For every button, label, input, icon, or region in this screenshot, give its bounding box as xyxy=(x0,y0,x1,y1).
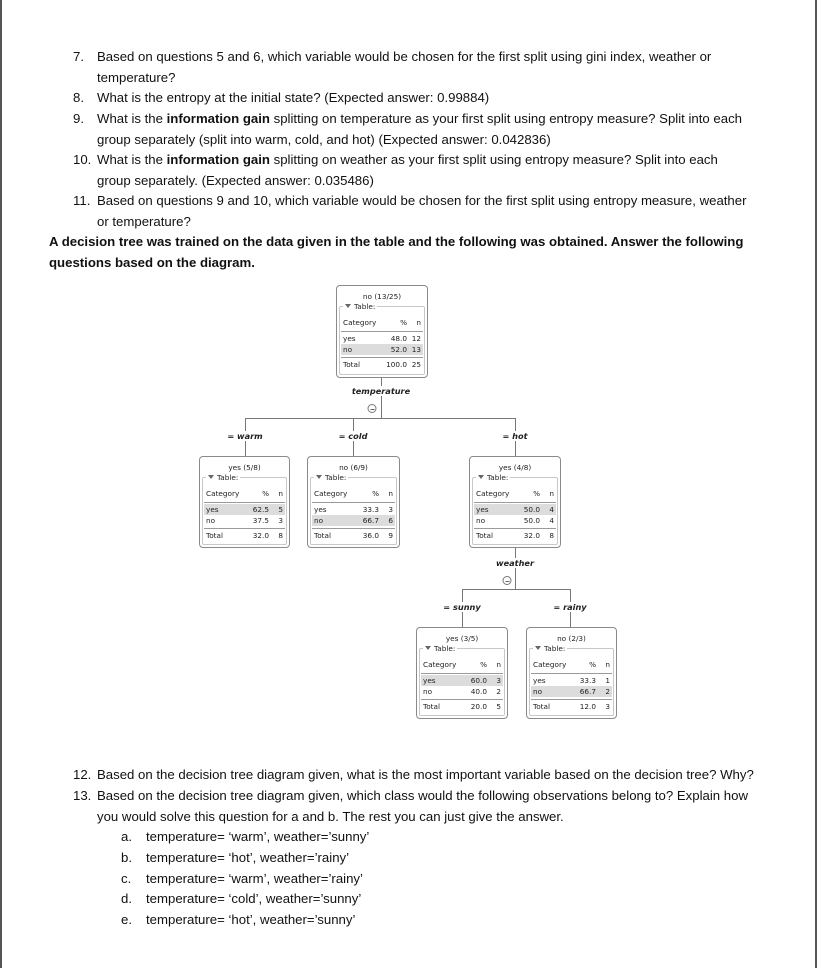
question-number: 10. xyxy=(73,152,92,167)
table-row xyxy=(531,675,612,686)
table-row xyxy=(312,515,395,526)
header-category: Category xyxy=(423,660,457,669)
header-pct: % xyxy=(533,489,540,498)
header-category: Category xyxy=(343,318,377,327)
table-header-row xyxy=(531,659,612,670)
divider xyxy=(421,673,503,674)
question-8 xyxy=(73,88,793,109)
cell-pct: 50.0 xyxy=(523,505,540,514)
cell-total-label: Total xyxy=(206,531,224,540)
divider xyxy=(531,699,612,700)
cell-total-label: Total xyxy=(343,360,361,369)
header-n: n xyxy=(496,660,501,669)
header-n: n xyxy=(605,660,610,669)
cell-n: 9 xyxy=(388,531,393,540)
cell-n: 6 xyxy=(388,516,393,525)
cell-category: yes xyxy=(423,676,436,685)
cell-n: 12 xyxy=(411,334,421,343)
cell-total-label: Total xyxy=(476,531,494,540)
table-row xyxy=(341,333,423,344)
header-pct: % xyxy=(480,660,487,669)
node-title: yes (4/8) xyxy=(498,463,532,472)
text-segment: What is the xyxy=(97,152,167,167)
table-label[interactable] xyxy=(476,473,510,482)
sub-item-letter: a. xyxy=(121,829,132,844)
table-header-row xyxy=(474,488,556,499)
edge-label-warm: = warm xyxy=(227,431,263,441)
cell-n: 1 xyxy=(605,676,610,685)
node-title: no (13/25) xyxy=(362,292,402,301)
tree-node-root[interactable] xyxy=(336,285,428,378)
node-title: no (2/3) xyxy=(557,634,586,643)
divider xyxy=(204,502,285,503)
table-row xyxy=(204,504,285,515)
cell-n: 8 xyxy=(278,531,283,540)
collapse-triangle-icon xyxy=(478,475,484,479)
sub-item-letter: e. xyxy=(121,912,132,927)
cell-pct: 100.0 xyxy=(386,360,407,369)
cell-n: 2 xyxy=(496,687,501,696)
table-header-row xyxy=(421,659,503,670)
question-number: 9. xyxy=(73,111,84,126)
cell-n: 2 xyxy=(605,687,610,696)
question-text: Based on questions 5 and 6, which variable would be chosen for the first split using gini index, weather or xyxy=(97,49,712,64)
cell-pct: 66.7 xyxy=(579,687,596,696)
cell-total-label: Total xyxy=(314,531,332,540)
divider xyxy=(204,528,285,529)
question-text: Based on questions 9 and 10, which variable would be chosen for the first split using entropy measure, weather xyxy=(97,193,747,208)
cell-category: no xyxy=(476,516,486,525)
table-label-text: Table: xyxy=(217,473,239,482)
divider xyxy=(474,502,556,503)
node-table xyxy=(310,473,397,545)
node-table xyxy=(339,302,425,375)
collapse-toggle-icon[interactable] xyxy=(368,404,377,413)
header-category: Category xyxy=(206,489,240,498)
collapse-toggle-icon[interactable] xyxy=(503,576,512,585)
node-table xyxy=(419,644,505,716)
node-title: yes (3/5) xyxy=(445,634,479,643)
table-row xyxy=(204,515,285,526)
cell-category: no xyxy=(533,687,543,696)
cell-pct: 60.0 xyxy=(470,676,487,685)
cell-n: 4 xyxy=(549,505,554,514)
connector xyxy=(381,378,382,418)
table-label-text: Table: xyxy=(434,644,456,653)
cell-category: yes xyxy=(533,676,546,685)
header-category: Category xyxy=(476,489,510,498)
cell-category: yes xyxy=(343,334,356,343)
table-row xyxy=(531,686,612,697)
collapse-triangle-icon xyxy=(316,475,322,479)
question-11 xyxy=(73,191,793,233)
question-number: 11. xyxy=(73,193,91,208)
split-variable-label: weather xyxy=(496,558,534,568)
collapse-triangle-icon xyxy=(425,646,431,650)
table-total-row xyxy=(531,701,612,712)
tree-node-hot[interactable] xyxy=(469,456,561,548)
split-variable-label: temperature xyxy=(351,386,411,396)
cell-category: no xyxy=(314,516,324,525)
cell-pct: 33.3 xyxy=(579,676,596,685)
question-number: 8. xyxy=(73,90,84,105)
table-label[interactable] xyxy=(206,473,240,482)
cell-n: 3 xyxy=(605,702,610,711)
table-total-row xyxy=(474,530,556,541)
question-12 xyxy=(73,765,813,786)
question-10 xyxy=(73,150,793,192)
sub-item-letter: c. xyxy=(121,871,132,886)
bold-term: information gain xyxy=(166,111,270,126)
question-text: Based on the decision tree diagram given, what is the most important variable based on the decision tree? Why? xyxy=(97,767,754,782)
sub-item-text: temperature= ‘warm’, weather=’rainy’ xyxy=(146,871,363,886)
sub-item-letter: b. xyxy=(121,850,132,865)
cell-pct: 12.0 xyxy=(579,702,596,711)
cell-category: yes xyxy=(476,505,489,514)
divider xyxy=(341,357,423,358)
node-table xyxy=(529,644,614,716)
cell-category: yes xyxy=(206,505,219,514)
table-label-text: Table: xyxy=(325,473,347,482)
question-text xyxy=(97,150,718,171)
header-category: Category xyxy=(533,660,567,669)
cell-pct: 62.5 xyxy=(252,505,269,514)
divider xyxy=(312,502,395,503)
table-label[interactable] xyxy=(314,473,348,482)
cell-n: 25 xyxy=(411,360,421,369)
table-total-row xyxy=(421,701,503,712)
question-7 xyxy=(73,47,793,89)
header-category: Category xyxy=(314,489,348,498)
cell-pct: 32.0 xyxy=(252,531,269,540)
text-segment: splitting on temperature as your first split using entropy measure? Split into each xyxy=(269,111,743,126)
divider xyxy=(341,331,423,332)
connector xyxy=(245,418,516,419)
node-title: no (6/9) xyxy=(339,463,368,472)
question-13 xyxy=(73,786,793,828)
cell-pct: 66.7 xyxy=(362,516,379,525)
cell-n: 8 xyxy=(549,531,554,540)
header-pct: % xyxy=(400,318,407,327)
sub-item-text: temperature= ‘hot’, weather=’rainy’ xyxy=(146,850,350,865)
cell-category: yes xyxy=(314,505,327,514)
table-row xyxy=(312,504,395,515)
divider xyxy=(312,528,395,529)
cell-n: 5 xyxy=(278,505,283,514)
header-n: n xyxy=(278,489,283,498)
collapse-triangle-icon xyxy=(345,304,351,308)
node-title: yes (5/8) xyxy=(228,463,261,472)
question-text xyxy=(97,109,742,130)
cell-n: 3 xyxy=(388,505,393,514)
table-row xyxy=(421,686,503,697)
cell-pct: 20.0 xyxy=(470,702,487,711)
text-segment: What is the xyxy=(97,111,167,126)
table-label-text: Table: xyxy=(487,473,509,482)
divider xyxy=(474,528,556,529)
cell-pct: 36.0 xyxy=(362,531,379,540)
node-table xyxy=(472,473,558,545)
table-label[interactable] xyxy=(423,644,457,653)
question-text: or temperature? xyxy=(97,213,191,229)
table-header-row xyxy=(312,488,395,499)
cell-pct: 52.0 xyxy=(390,345,407,354)
header-n: n xyxy=(416,318,421,327)
table-row xyxy=(341,344,423,355)
text-segment: splitting on weather as your first split using entropy measure? Split into each xyxy=(269,152,718,167)
node-table xyxy=(202,473,287,545)
sub-item-text: temperature= ‘cold’, weather=’sunny’ xyxy=(146,891,362,906)
question-text: temperature? xyxy=(97,69,176,85)
edge-label-rainy: = rainy xyxy=(553,602,587,612)
edge-label-sunny: = sunny xyxy=(443,602,481,612)
header-pct: % xyxy=(372,489,379,498)
edge-label-hot: = hot xyxy=(502,431,528,441)
bold-term: information gain xyxy=(166,152,270,167)
question-number: 7. xyxy=(73,49,84,64)
table-label-text: Table: xyxy=(354,302,376,311)
table-row xyxy=(474,504,556,515)
header-n: n xyxy=(549,489,554,498)
header-pct: % xyxy=(262,489,269,498)
collapse-triangle-icon xyxy=(535,646,541,650)
table-total-row xyxy=(341,359,423,370)
table-header-row xyxy=(204,488,285,499)
edge-label-cold: = cold xyxy=(338,431,368,441)
divider xyxy=(531,673,612,674)
header-n: n xyxy=(388,489,393,498)
intro-line-1: A decision tree was trained on the data given in the table and the following was obtained. Answer the following xyxy=(49,234,744,249)
cell-pct: 48.0 xyxy=(390,334,407,343)
table-row xyxy=(421,675,503,686)
table-total-row xyxy=(204,530,285,541)
intro-line-2: questions based on the diagram. xyxy=(49,255,255,270)
header-pct: % xyxy=(589,660,596,669)
question-number: 12. xyxy=(73,767,92,782)
cell-pct: 50.0 xyxy=(523,516,540,525)
cell-n: 3 xyxy=(278,516,283,525)
tree-node-sunny[interactable] xyxy=(416,627,508,719)
cell-category: no xyxy=(343,345,353,354)
cell-total-label: Total xyxy=(423,702,441,711)
question-text: group separately. (Expected answer: 0.035486) xyxy=(97,172,374,188)
sub-item-text: temperature= ‘warm’, weather=’sunny’ xyxy=(146,829,370,844)
cell-n: 3 xyxy=(496,676,501,685)
table-row xyxy=(474,515,556,526)
cell-pct: 33.3 xyxy=(362,505,379,514)
tree-node-rainy[interactable] xyxy=(526,627,617,719)
cell-category: no xyxy=(423,687,433,696)
question-text: you would solve this question for a and b. The rest you can just give the answer. xyxy=(97,808,564,824)
divider xyxy=(421,699,503,700)
sub-item-letter: d. xyxy=(121,891,132,906)
table-header-row xyxy=(341,317,423,328)
cell-pct: 32.0 xyxy=(523,531,540,540)
question-9 xyxy=(73,109,793,151)
cell-n: 13 xyxy=(411,345,421,354)
collapse-triangle-icon xyxy=(208,475,214,479)
tree-node-cold[interactable] xyxy=(307,456,400,548)
cell-category: no xyxy=(206,516,216,525)
sub-item-text: temperature= ‘hot’, weather=’sunny’ xyxy=(146,912,356,927)
connector xyxy=(515,548,516,589)
question-text: Based on the decision tree diagram given, which class would the following observations belong to? Explain how xyxy=(97,788,748,803)
table-label-text: Table: xyxy=(544,644,566,653)
cell-n: 5 xyxy=(496,702,501,711)
cell-pct: 37.5 xyxy=(252,516,269,525)
cell-n: 4 xyxy=(549,516,554,525)
tree-node-warm[interactable] xyxy=(199,456,290,548)
connector xyxy=(462,589,571,590)
table-total-row xyxy=(312,530,395,541)
cell-pct: 40.0 xyxy=(470,687,487,696)
question-text: group separately (split into warm, cold, and hot) (Expected answer: 0.042836) xyxy=(97,131,551,147)
table-label[interactable] xyxy=(343,302,377,311)
cell-total-label: Total xyxy=(533,702,551,711)
question-text: What is the entropy at the initial state? (Expected answer: 0.99884) xyxy=(97,90,490,105)
question-number: 13. xyxy=(73,788,92,803)
table-label[interactable] xyxy=(533,644,567,653)
